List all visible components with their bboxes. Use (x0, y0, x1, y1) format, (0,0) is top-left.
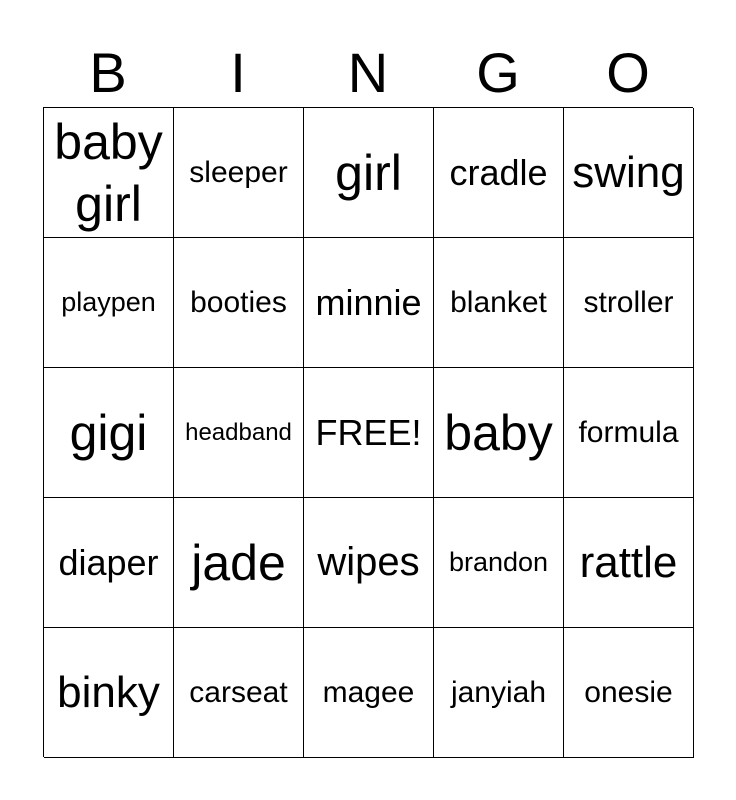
bingo-cell[interactable] (304, 368, 434, 498)
cell-label: magee (322, 675, 415, 709)
cell-label: onesie (584, 675, 673, 709)
bingo-cell[interactable] (174, 238, 304, 368)
bingo-cell[interactable] (44, 628, 174, 758)
bingo-cell[interactable] (304, 108, 434, 238)
cell-label: stroller (583, 285, 674, 319)
bingo-header (43, 40, 693, 106)
cell-label: rattle (579, 537, 678, 587)
bingo-cell[interactable] (564, 498, 694, 628)
cell-label: baby (444, 404, 553, 461)
cell-label: carseat (189, 675, 288, 709)
bingo-cell[interactable] (44, 368, 174, 498)
cell-label: booties (190, 285, 287, 319)
bingo-cell[interactable] (174, 368, 304, 498)
cell-label: headband (185, 418, 292, 446)
cell-label: wipes (317, 540, 420, 584)
cell-label: jade (191, 534, 286, 591)
bingo-cell[interactable] (44, 498, 174, 628)
bingo-cell[interactable] (434, 368, 564, 498)
header-letter-g: G (476, 41, 520, 104)
cell-label: baby girl (54, 113, 163, 232)
bingo-cell[interactable] (44, 238, 174, 368)
header-letter-n: N (347, 41, 389, 104)
cell-label: brandon (448, 547, 549, 577)
bingo-cell[interactable] (434, 238, 564, 368)
cell-label: gigi (69, 404, 148, 461)
bingo-cell[interactable] (564, 628, 694, 758)
header-letter-o: O (606, 41, 650, 104)
cell-label: formula (578, 415, 679, 449)
cell-label: minnie (315, 281, 422, 323)
cell-label: blanket (450, 285, 547, 319)
bingo-cell[interactable] (304, 628, 434, 758)
bingo-cell[interactable] (434, 108, 564, 238)
bingo-cell[interactable] (564, 238, 694, 368)
cell-label: playpen (61, 287, 156, 317)
header-letter-b: B (89, 41, 127, 104)
cell-label: swing (572, 147, 685, 197)
bingo-cell[interactable] (434, 628, 564, 758)
bingo-cell[interactable] (174, 108, 304, 238)
cell-label: diaper (58, 541, 159, 583)
bingo-cell[interactable] (304, 498, 434, 628)
header-letter-i: I (230, 41, 246, 104)
cell-label: janyiah (450, 675, 547, 709)
cell-label: sleeper (189, 155, 288, 189)
bingo-cell[interactable] (174, 628, 304, 758)
bingo-cell[interactable] (304, 238, 434, 368)
bingo-cell[interactable] (564, 368, 694, 498)
bingo-cell[interactable] (174, 498, 304, 628)
cell-label: cradle (449, 151, 548, 193)
bingo-card-grid (43, 107, 693, 757)
bingo-cell[interactable] (434, 498, 564, 628)
cell-label: FREE! (315, 411, 422, 453)
bingo-cell[interactable] (44, 108, 174, 238)
cell-label: girl (335, 144, 402, 201)
bingo-cell[interactable] (564, 108, 694, 238)
cell-label: binky (57, 667, 160, 717)
